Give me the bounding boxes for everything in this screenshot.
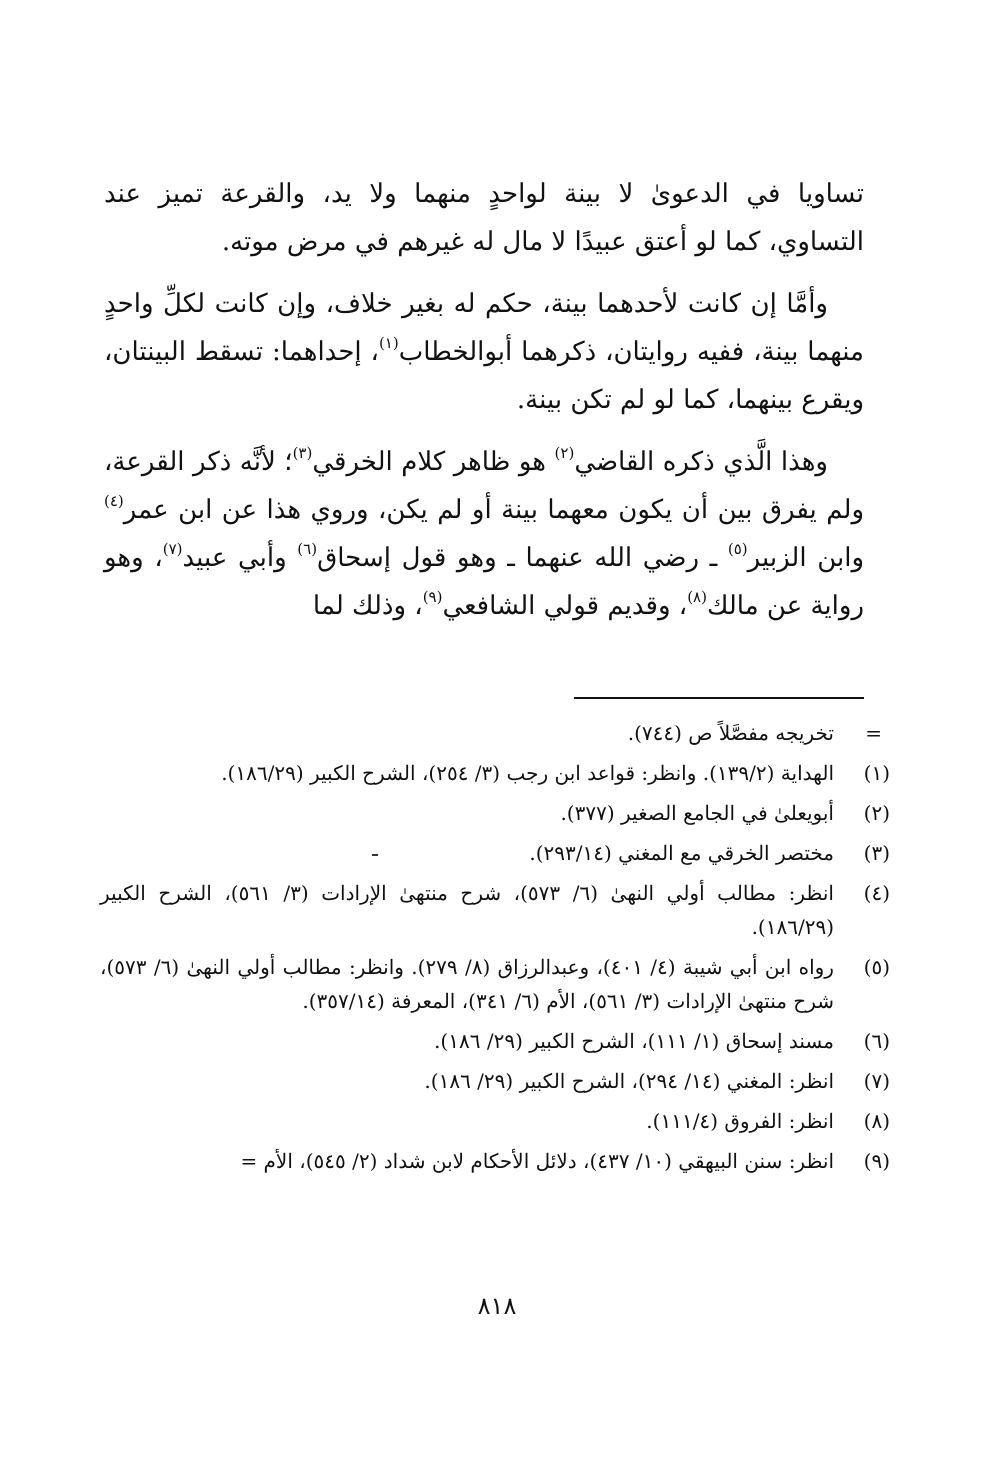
- footnote-number: (٦): [863, 1029, 890, 1053]
- footnote-9: [100, 1144, 890, 1178]
- footnote-marker[interactable]: (٢): [554, 444, 575, 462]
- footnote-5: [100, 950, 890, 1018]
- footnote-number: (٤): [863, 881, 890, 905]
- footnote-text: انظر: المغني (١٤/ ٢٩٤)، الشرح الكبير (٢٩/ ١٨٦).: [424, 1069, 834, 1093]
- footnote-marker[interactable]: (٩): [422, 588, 443, 606]
- paragraph-text: هو ظاهر كلام الخرقي: [312, 447, 555, 477]
- footnote-text: انظر: سنن البيهقي (١٠/ ٤٣٧)، دلائل الأحكام لابن شداد (٢/ ٥٤٥)، الأم =: [240, 1149, 834, 1173]
- paragraph-text: تساويا في الدعوىٰ لا بينة لواحدٍ منهما ولا يد، والقرعة تميز عند التساوي، كما لو أعتق عبيدًا لا مال له غيرهم في مرض موته.: [104, 179, 864, 257]
- footnote-marker[interactable]: (٥): [727, 540, 748, 558]
- footnote-marker[interactable]: (٦): [297, 540, 318, 558]
- footnote-number: (٧): [863, 1069, 890, 1093]
- print-speck: [372, 854, 378, 856]
- footnote-3: [100, 836, 890, 870]
- paragraph-text: وهذا الَّذي ذكره القاضي: [574, 447, 828, 477]
- footnote-text: رواه ابن أبي شيبة (٤/ ٤٠١)، وعبدالرزاق (٨/ ٢٧٩). وانظر: مطالب أولي النهىٰ (٦/ ٥٧٣)، شرح منتهىٰ الإرادات (٣/ ٥٦١)، الأم (٦/ ٣٤١)، المعرفة (٣٥٧/١٤).: [100, 955, 834, 1013]
- paragraph-text: وأبي عبيد: [182, 543, 298, 573]
- footnote-1: [100, 756, 890, 790]
- paragraph-2: [104, 280, 864, 424]
- footnote-7: [100, 1064, 890, 1098]
- footnote-4: [100, 876, 890, 944]
- paragraph-text: وأمَّا إن كانت لأحدهما بينة، حكم له بغير خلاف، وإن كانت لكلِّ واحدٍ منهما بينة، ففيه روايتان، ذكرهما أبوالخطاب: [104, 289, 864, 367]
- paragraph-text: ، إحداهما: تسقط البينتان، ويقرع بينهما، كما لو لم تكن بينة.: [104, 337, 864, 415]
- footnote-text: انظر: مطالب أولي النهىٰ (٦/ ٥٧٣)، شرح منتهىٰ الإرادات (٣/ ٥٦١)، الشرح الكبير (١٨٦/٢٩).: [100, 881, 834, 939]
- footnote-number: (٩): [863, 1149, 890, 1173]
- footnote-marker[interactable]: (٧): [162, 540, 183, 558]
- footnote-marker[interactable]: (٤): [104, 492, 124, 510]
- footnote-6: [100, 1024, 890, 1058]
- footnote-marker[interactable]: (١): [378, 334, 399, 352]
- footnote-text: تخريجه مفصَّلاً ص (٧٤٤).: [627, 721, 834, 745]
- paragraph-text: وابن الزبير: [747, 543, 865, 573]
- footnote-8: [100, 1104, 890, 1138]
- footnote-marker[interactable]: (٨): [687, 588, 707, 606]
- footnote-separator: [574, 697, 864, 699]
- main-text: [104, 170, 864, 630]
- paragraph-text: ، وقديم قولي الشافعي: [442, 591, 688, 621]
- footnote-continuation: [100, 716, 890, 750]
- footnote-text: أبويعلىٰ في الجامع الصغير (٣٧٧).: [560, 801, 834, 825]
- paragraph-text: ؛ لأنَّه ذكر القرعة، ولم يفرق بين أن يكون معهما بينة أو لم يكن، وروي هذا عن ابن عمر: [104, 447, 864, 525]
- footnote-2: [100, 796, 890, 830]
- footnote-text: مسند إسحاق (١/ ١١١)، الشرح الكبير (٢٩/ ١٨٦).: [434, 1029, 834, 1053]
- footnote-number: (٣): [863, 841, 890, 865]
- footnote-number: (٢): [863, 801, 890, 825]
- page-number: ٨١٨: [477, 1292, 517, 1320]
- paragraph-text: ، وهو رواية عن مالك: [104, 543, 864, 621]
- footnote-text: انظر: الفروق (١١١/٤).: [646, 1109, 834, 1133]
- footnote-number: (٥): [863, 955, 890, 979]
- footnote-text: مختصر الخرقي مع المغني (٢٩٣/١٤).: [529, 841, 834, 865]
- footnote-text: الهداية (١٣٩/٢). وانظر: قواعد ابن رجب (٣/ ٢٥٤)، الشرح الكبير (١٨٦/٢٩).: [221, 761, 834, 785]
- paragraph-text: ـ رضي الله عنهما ـ وهو قول إسحاق: [317, 543, 728, 573]
- paragraph-text: ، وذلك لما: [312, 591, 423, 621]
- footnotes: [100, 716, 890, 1184]
- continuation-mark: =: [865, 721, 882, 745]
- footnote-number: (٨): [863, 1109, 890, 1133]
- footnote-marker[interactable]: (٣): [292, 444, 313, 462]
- paragraph-3: [104, 438, 864, 630]
- footnote-number: (١): [863, 761, 890, 785]
- paragraph-1: [104, 170, 864, 266]
